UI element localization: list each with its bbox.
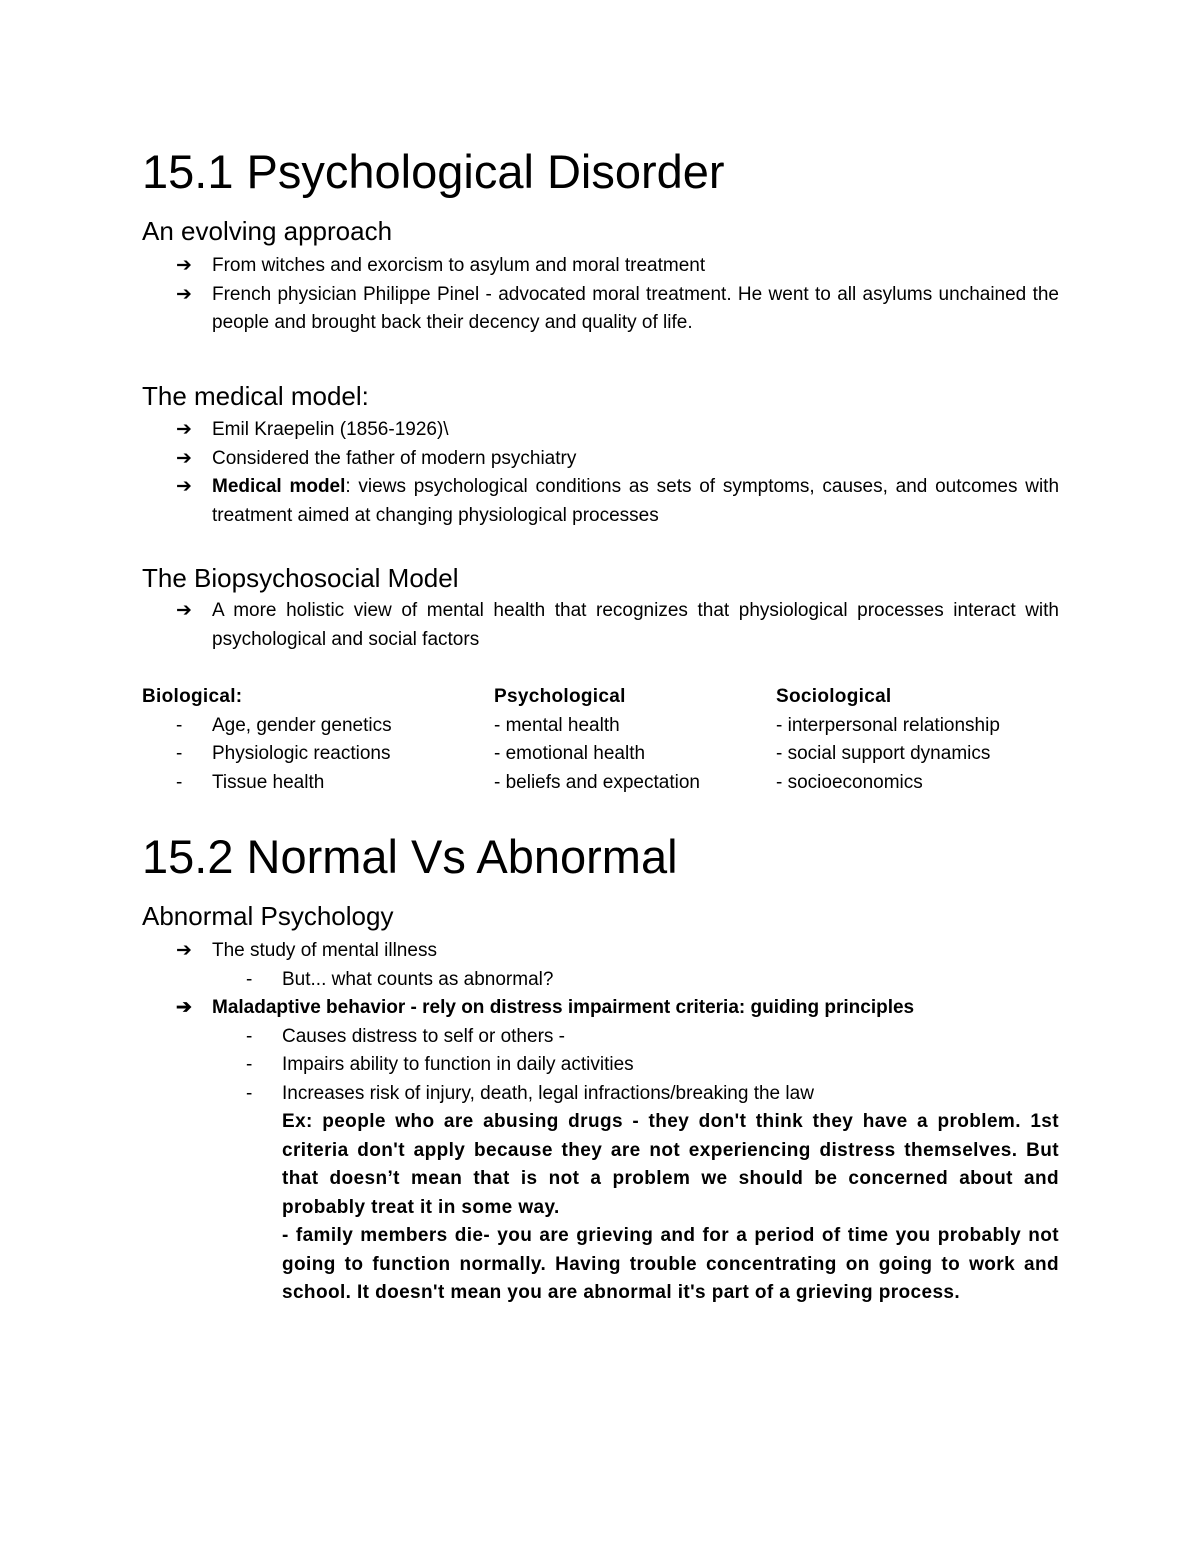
psychological-column [494, 683, 764, 797]
medical-model-list [142, 416, 1059, 530]
dash-bullet: - [246, 1025, 253, 1047]
sub-list-item [142, 1051, 1059, 1080]
arrow-bullet-icon: ➔ [176, 997, 192, 1018]
arrow-bullet-icon: ➔ [176, 419, 192, 440]
dash-bullet: - [246, 1054, 253, 1075]
psychological-title: Psychological [494, 686, 626, 707]
arrow-bullet-icon: ➔ [176, 283, 192, 305]
evolving-approach-list [142, 252, 1059, 338]
list-item-text: French physician Philippe Pinel - advocated moral treatment. He went to all asylums unchained the people and brought back their decency and quality of life. [212, 283, 1059, 333]
list-item-text: Impairs ability to function in daily activities [282, 1054, 634, 1075]
maladaptive-behavior-text: Maladaptive behavior - rely on distress impairment criteria: guiding principles [212, 997, 915, 1018]
list-item [142, 769, 482, 798]
list-item-text: From witches and exorcism to asylum and moral treatment [212, 255, 706, 276]
list-item: - social support dynamics [776, 743, 991, 764]
section-2-title: 15.2 Normal Vs Abnormal [142, 830, 678, 883]
list-item-text: But... what counts as abnormal? [282, 968, 554, 990]
list-item [142, 473, 1059, 530]
list-item [142, 445, 1059, 474]
evolving-approach-heading: An evolving approach [142, 216, 393, 246]
list-item [142, 740, 482, 769]
list-item-text: Tissue health [212, 771, 325, 793]
dash-bullet: - [176, 743, 183, 764]
medical-model-heading: The medical model: [142, 381, 369, 411]
definition-term: Medical model [212, 476, 346, 497]
list-item: - emotional health [494, 743, 646, 764]
list-item [142, 937, 1059, 966]
list-item-text: A more holistic view of mental health that recognizes that physiological processes interact with psychological and social factors [212, 600, 1059, 650]
arrow-bullet-icon: ➔ [176, 600, 192, 621]
sub-list-item [142, 1023, 1059, 1052]
list-item [142, 597, 1059, 654]
dash-bullet: - [246, 1082, 253, 1104]
arrow-bullet-icon: ➔ [176, 476, 192, 497]
section-1-title: 15.1 Psychological Disorder [142, 145, 725, 198]
definition-text: : views psychological conditions as sets of symptoms, causes, and outcomes with treatment aimed at changing physiological processes [212, 476, 1060, 526]
sociological-title: Sociological [776, 686, 892, 707]
biopsychosocial-heading: The Biopsychosocial Model [142, 563, 459, 593]
list-item-text: Age, gender genetics [212, 714, 392, 736]
list-item-text: Physiologic reactions [212, 743, 391, 764]
abnormal-psychology-list [142, 937, 1059, 1308]
abnormal-psychology-heading: Abnormal Psychology [142, 901, 394, 931]
list-item-text: Increases risk of injury, death, legal infractions/breaking the law [282, 1082, 814, 1104]
list-item: - mental health [494, 714, 620, 736]
example-paragraph: - family members die- you are grieving and for a period of time you probably not going to function normally. Having trouble concentrating on going to work and school. It doesn't mean you are abnormal it's part of a grieving process. [282, 1225, 1059, 1303]
list-item [142, 712, 482, 741]
list-item-text: The study of mental illness [212, 940, 437, 961]
list-item-text: Considered the father of modern psychiatry [212, 447, 577, 469]
list-item [142, 252, 1059, 281]
dash-bullet: - [246, 968, 253, 990]
dash-bullet: - [176, 771, 183, 793]
list-item: - beliefs and expectation [494, 771, 700, 793]
arrow-bullet-icon: ➔ [176, 940, 192, 961]
example-paragraph: Ex: people who are abusing drugs - they don't think they have a problem. 1st criteria don't apply because they are not experiencing distress themselves. But that doesn’t mean that is not a problem we should be concerned about and probably treat it in some way. [282, 1111, 1059, 1218]
list-item [142, 416, 1059, 445]
list-item [142, 994, 1059, 1023]
biopsychosocial-list [142, 597, 1059, 654]
list-item: - interpersonal relationship [776, 714, 1000, 736]
arrow-bullet-icon: ➔ [176, 447, 192, 469]
list-item [142, 281, 1059, 338]
sub-list-item [142, 966, 1059, 995]
sub-list-item [142, 1080, 1059, 1109]
arrow-bullet-icon: ➔ [176, 255, 192, 276]
list-item-text: Causes distress to self or others - [282, 1025, 565, 1047]
list-item: - socioeconomics [776, 771, 923, 793]
list-item-text: Emil Kraepelin (1856-1926)\ [212, 419, 449, 440]
biological-column [142, 683, 482, 797]
biological-title: Biological: [142, 686, 243, 707]
dash-bullet: - [176, 714, 183, 736]
sociological-column [776, 683, 1059, 797]
